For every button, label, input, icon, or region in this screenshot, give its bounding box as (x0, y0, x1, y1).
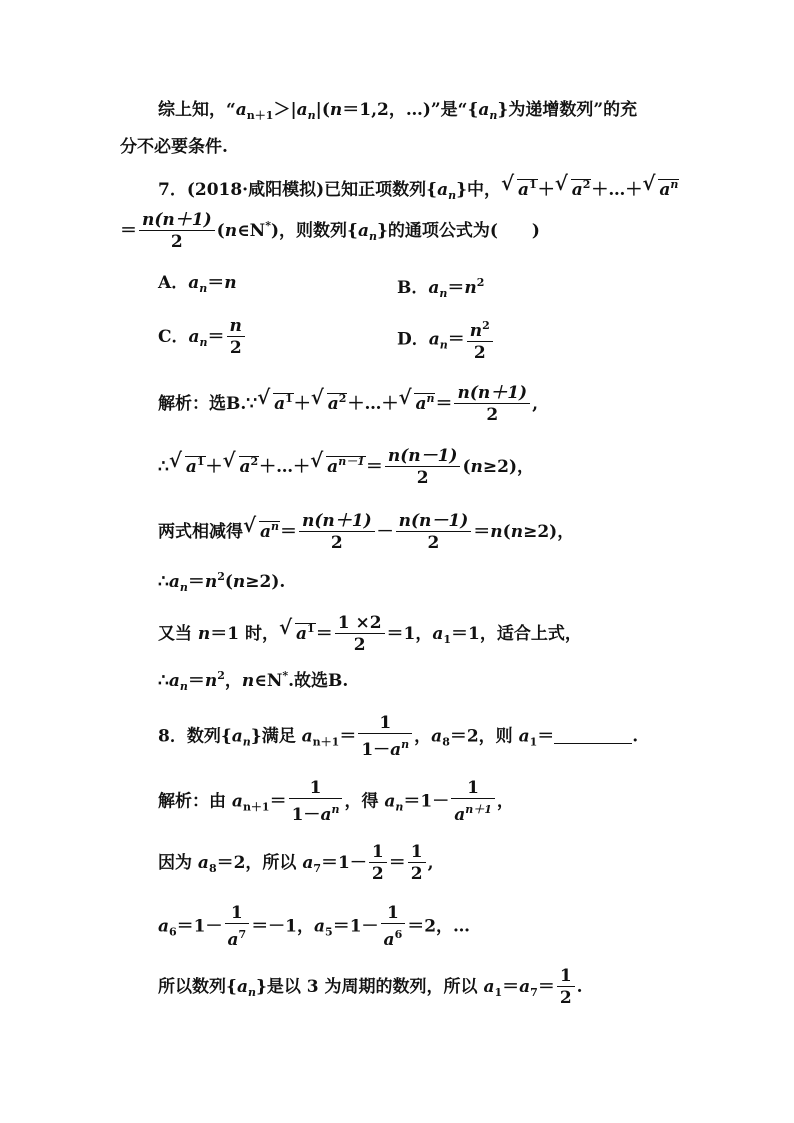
solution-7-line-6: $\therefore a_n=n^2$，n∈N*.故选B. (158, 669, 349, 693)
question-7-stem: 7．(2018·咸阳模拟)已知正项数列$\{a_n\}$中，√ $a^1+√$ $a^2+\dots+√$ $a^n$ (158, 172, 679, 209)
option-a[interactable]: A．$a_n=n$ (158, 273, 237, 295)
solution-8-line-4: 所以数列$\{a_n\}$是以 3 为周期的数列，所以 $a_1=a_7=$ $\frac{1}{2}$ . (158, 966, 583, 1008)
solution-8-line-3: $a_6=1-$ $\frac{1}{a^7}$ ＝－1，$a_5=1-$ $\frac{1}{a^6}$ ＝2，… (158, 903, 471, 950)
question-8-stem: 8．数列$\{a_n\}$满足 $a_{n+1}=$ $\frac{1}{1-a^n}$ ，$a_8=2$，则 $a_1=$ . (158, 713, 639, 760)
solution-8-line-1: 解析：由 $a_{n+1}=$ $\frac{1}{1-a^n}$ ，得 $a_n=1-$ $\frac{1}{a^{n+1}}$ ， (158, 778, 514, 825)
solution-8-line-2: 因为 $a_8=2$，所以 $a_7=1-$ $\frac{1}{2}$ ＝ $\frac{1}{2}$ , (158, 842, 434, 884)
solution-7-line-1: 解析：选B.∵√ $a^1+√$ $a^2+\dots+√$ $a^n=$ $\frac{n(n+1)}{2}$ , (158, 383, 538, 426)
answer-blank[interactable] (554, 727, 632, 744)
solution-7-line-2: ∴√ $a^1+√$ $a^2+\dots+√$ $a^{n-1}=$ $\frac{n(n-1)}{2}$ (n≥2)， (158, 446, 534, 489)
solution-7-line-4: $\therefore a_n=n^2(n\ge 2)$. (158, 570, 286, 594)
option-d[interactable]: D．$a_n=$ $\frac{n^2}{2}$ (397, 316, 495, 364)
conclusion-line-2: 分不必要条件. (120, 137, 228, 157)
conclusion-line-1: 综上知，“$a_{n+1}>|a_n|(n=1,2$，…)”是“$\{a_n\}$为递增数列”的充 (158, 100, 638, 122)
solution-7-line-5: 又当 n＝1 时，√ $a^1=$ $\frac{1 \times 2}{2}$ ＝1，$a_1=1$，适合上式， (158, 613, 582, 656)
question-7-stem-2: ＝ $\frac{n(n+1)}{2}$ (n∈N*)，则数列$\{a_n\}$的通项公式为( ) (120, 210, 540, 252)
option-c[interactable]: C．$a_n=$ $\frac{n}{2}$ (158, 316, 247, 359)
solution-7-line-3: 两式相减得√ $a^n=$ $\frac{n(n+1)}{2}$ － $\frac{n(n-1)}{2}$ ＝n(n≥2)， (158, 511, 574, 554)
option-b[interactable]: B．$a_n=n^2$ (397, 276, 485, 300)
